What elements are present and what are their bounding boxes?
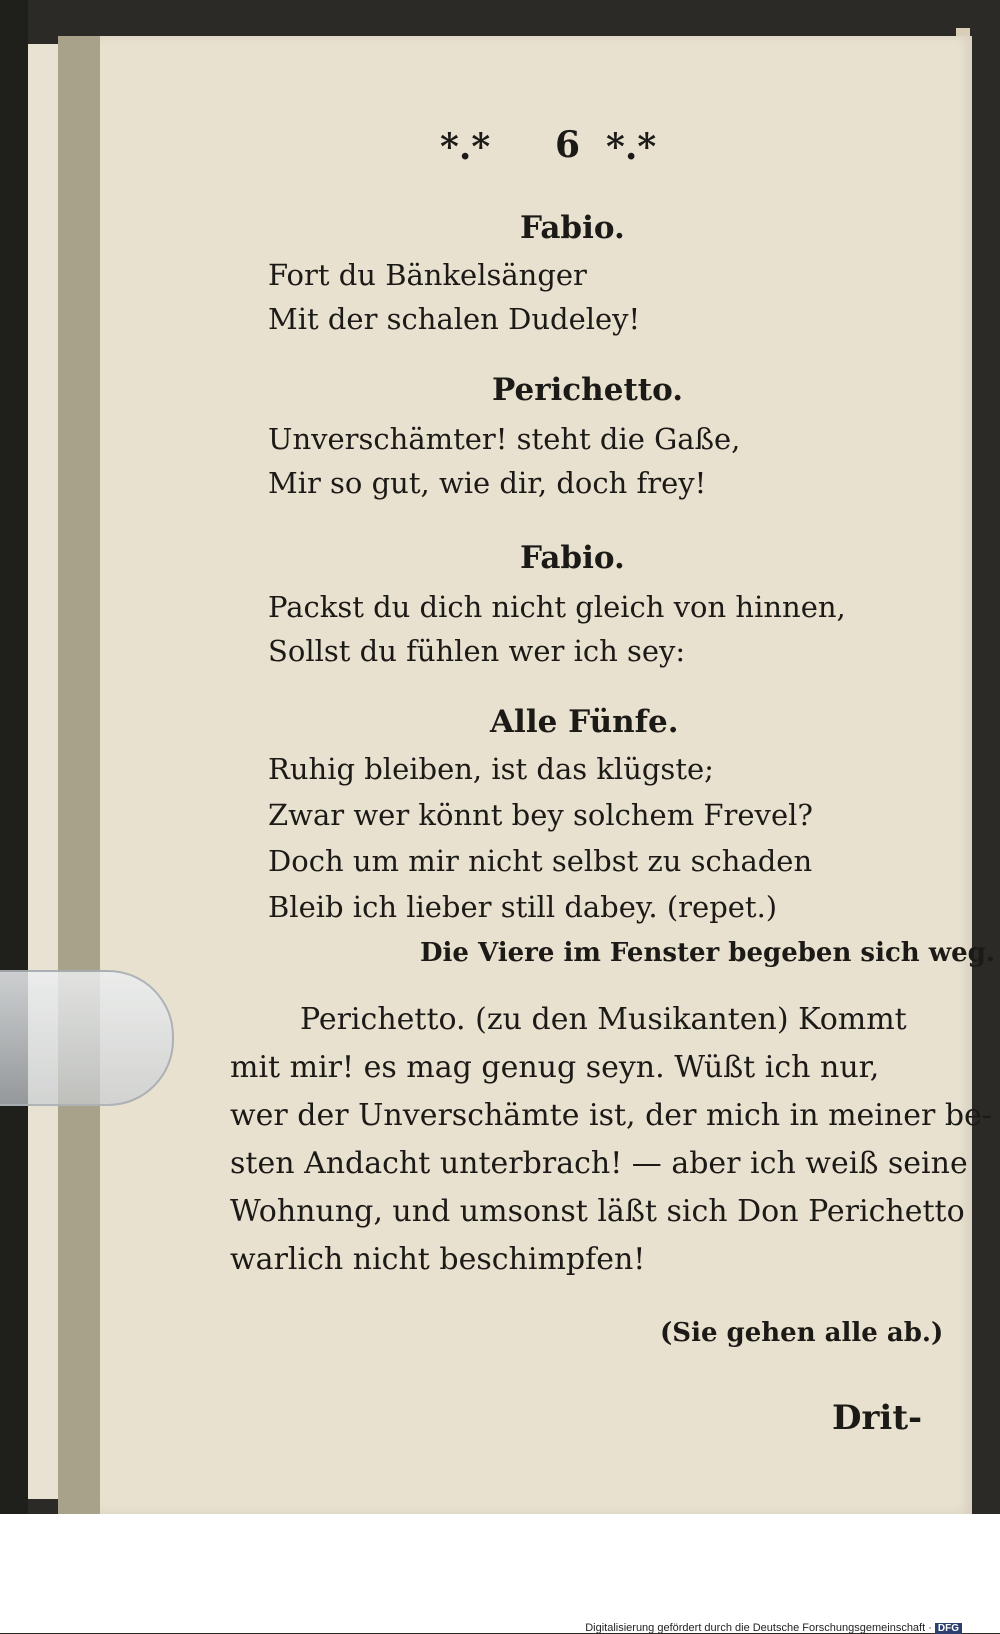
verse-line: Sollst du fühlen wer ich sey:	[268, 634, 686, 668]
page-clip	[0, 970, 174, 1106]
back-sheet	[28, 44, 58, 1499]
stage-direction-exit: (Sie gehen alle ab.)	[660, 1318, 944, 1348]
catchword: Drit-	[832, 1398, 923, 1438]
prose-line: mit mir! es mag genug seyn. Wüßt ich nur,	[230, 1050, 880, 1085]
dfg-logo: DFG	[935, 1623, 962, 1634]
right-scan-background	[972, 0, 1000, 1633]
verse-line: Zwar wer könnt bey solchem Frevel?	[268, 798, 813, 832]
prose-line: Perichetto. (zu den Musikanten) Kommt	[300, 1002, 907, 1037]
header-ornament-left: *.*	[440, 126, 491, 168]
bottom-margin	[0, 1514, 1000, 1633]
prose-line: wer der Unverschämte ist, der mich in meiner be-	[230, 1098, 992, 1133]
verse-line: Mir so gut, wie dir, doch frey!	[268, 466, 707, 500]
header-ornament-right: *.*	[606, 126, 657, 168]
stage-direction: Die Viere im Fenster begeben sich weg.	[420, 938, 995, 968]
speaker-name: Fabio.	[520, 210, 625, 246]
speaker-name: Perichetto.	[492, 372, 684, 408]
verse-line: Ruhig bleiben, ist das klügste;	[268, 752, 714, 786]
book-binding	[58, 36, 100, 1514]
verse-line: Bleib ich lieber still dabey. (repet.)	[268, 890, 778, 924]
speaker-name: Alle Fünfe.	[490, 704, 679, 740]
prose-line: sten Andacht unterbrach! — aber ich weiß seine	[230, 1146, 968, 1181]
page-number: 6	[555, 124, 581, 166]
digitization-credit	[585, 1622, 962, 1634]
verse-line: Unverschämter! steht die Gaße,	[268, 422, 741, 456]
left-scan-background	[0, 0, 28, 1633]
prose-line: warlich nicht beschimpfen!	[230, 1242, 646, 1277]
verse-line: Packst du dich nicht gleich von hinnen,	[268, 590, 846, 624]
verse-line: Fort du Bänkelsänger	[268, 258, 587, 292]
prose-line: Wohnung, und umsonst läßt sich Don Perichetto	[230, 1194, 965, 1229]
verse-line: Doch um mir nicht selbst zu schaden	[268, 844, 813, 878]
speaker-name: Fabio.	[520, 540, 625, 576]
verse-line: Mit der schalen Dudeley!	[268, 302, 641, 336]
footer-text: Digitalisierung gefördert durch die Deutsche Forschungsgemeinschaft ·	[585, 1622, 932, 1634]
